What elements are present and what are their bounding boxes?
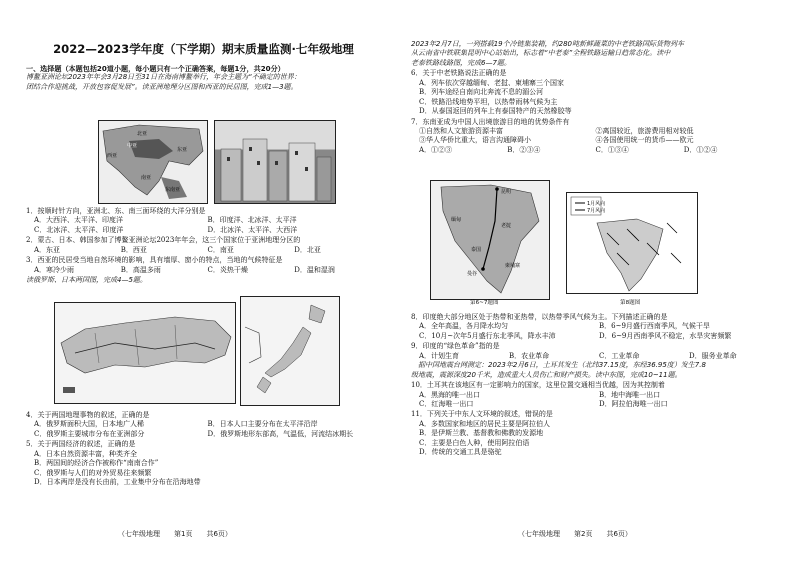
q5-option-a[interactable]: A．日本自然资源丰富，种类齐全 (34, 449, 138, 458)
q6-option-d[interactable]: D．从泰国返回的列车上有泰国特产的天然橡胶等 (419, 107, 572, 116)
q7-option-c[interactable]: C．①③④ (595, 145, 629, 154)
q8-option-c[interactable]: C．10月~次年5月盛行东北季风，降水丰沛 (419, 331, 556, 340)
q2-option-c[interactable]: C．南亚 (207, 245, 234, 254)
map-label-south: 南亚 (141, 175, 152, 181)
q2-option-b[interactable]: B．西亚 (120, 245, 147, 254)
q6-option-a[interactable]: A．列车依次穿越缅甸、老挝、柬埔寨三个国家 (419, 78, 565, 87)
r-intro-line-2: 从云南省中铁联集昆明中心站始出，标志着“中老泰”全程铁路运输日趋常态化。读中 (411, 49, 671, 58)
asia-region-map (98, 120, 208, 204)
question-8-options (411, 322, 779, 341)
q5-option-d[interactable]: D．日本两岸是没有长由前，工业集中分布在沿海地带 (34, 478, 201, 487)
q7-option-a[interactable]: A．①②③ (419, 145, 453, 154)
map-label-southeast: 东南亚 (165, 187, 181, 193)
label-bangkok: 曼谷 (467, 271, 478, 277)
exam-title: 2022—2023学年度（下学期）期末质量监测·七年级地理 (53, 42, 354, 56)
question-6-options (411, 79, 772, 117)
question-1-options (26, 216, 381, 235)
map-label-north: 北亚 (137, 131, 148, 137)
q4-option-d[interactable]: D．俄罗斯地形东部高，气温低，河流结冰期长 (207, 429, 354, 438)
intro-10-11-line-1: 据中国地震台网测定：2023年2月6日，土耳其发生（北纬37.15度，东经36.95度）发生7.8 (411, 361, 706, 370)
r-intro-line-3: 老泰铁路线路图，完成6—7题。 (411, 58, 511, 67)
q2-option-d[interactable]: D．北亚 (294, 245, 321, 254)
japan-map (240, 296, 340, 406)
q7-option-b[interactable]: B．②③④ (507, 145, 541, 154)
left-footer: （七年级地理 第1页 共6页） (118, 529, 232, 538)
q10-option-c[interactable]: C．红海唯一出口 (419, 399, 474, 408)
question-7: 7．东南亚成为中国人出境旅游目的地的优势条件有 (411, 117, 570, 126)
map-label-west: 西亚 (107, 153, 118, 159)
q3-option-d[interactable]: D．温和湿润 (294, 265, 335, 274)
question-5: 5．关于两国经济的叙述，正确的是 (26, 440, 136, 449)
west-asia-dwelling-photo (214, 120, 336, 204)
question-1: 1．按顺时针方向，亚洲北、东、南三面环绕的大洋分别是 (26, 207, 206, 215)
map-label-east: 东亚 (177, 147, 188, 153)
q11-option-d[interactable]: D．传统的交通工具是骆驼 (419, 448, 502, 457)
q11-option-c[interactable]: C．主要是白色人种，使用阿拉伯语 (419, 438, 530, 447)
map-label-central: 中亚 (127, 143, 138, 149)
q7-option-d[interactable]: D．①②④ (683, 145, 718, 154)
q5-option-b[interactable]: B．两国间的经济合作被称作“南南合作” (34, 459, 159, 468)
q3-option-c[interactable]: C．炎热干燥 (207, 265, 248, 274)
legend-jan-wind: 1月风向 (587, 201, 606, 207)
question-2-options (26, 246, 381, 255)
question-7-options (411, 146, 772, 155)
question-7-items (411, 127, 772, 146)
section-heading: 一、选择题（本题包括20道小题，每小题只有一个正确答案，每题1分，共20分） (26, 63, 285, 73)
r-intro-line-1: 2023年2月7日，一列搭载19个冷链集装箱，约280吨新鲜蔬菜的中老铁路国际货物列车 (411, 40, 684, 48)
legend-jul-wind: 7月风向 (587, 208, 606, 214)
q10-option-d[interactable]: D．阿拉伯海唯一出口 (599, 399, 668, 408)
q7-item-1: ①自然和人文旅游资源丰富 (419, 126, 503, 135)
label-kunming: 昆明 (501, 189, 512, 195)
label-laos: 老挝 (501, 223, 512, 229)
intro-4-5: 读俄罗斯、日本两国图，完成4—5题。 (26, 276, 147, 285)
q6-option-b[interactable]: B．列车途经自南向北奔流不息的湄公河 (419, 88, 544, 97)
question-9: 9．印度的“绿色革命”指的是 (411, 342, 500, 351)
q3-option-b[interactable]: B．高温多雨 (120, 265, 161, 274)
monsoon-map-drawing (567, 193, 697, 293)
fig-6-7-caption: 第6~7题图 (470, 300, 499, 306)
q11-option-a[interactable]: A．多数国家和地区的居民主要是阿拉伯人 (419, 419, 551, 428)
q8-option-b[interactable]: B．6~9月盛行西南季风，气候干旱 (599, 322, 710, 331)
q3-option-a[interactable]: A．寒冷少雨 (34, 265, 75, 274)
q8-option-a[interactable]: A．全年高温，各月降水均匀 (419, 322, 509, 331)
russia-map (54, 302, 236, 404)
label-myanmar: 缅甸 (451, 217, 462, 223)
q9-option-a[interactable]: A．计划生育 (419, 351, 460, 360)
q4-option-c[interactable]: C．俄罗斯主要城市分布在亚洲部分 (34, 429, 145, 438)
china-laos-thailand-railway-map (430, 180, 550, 300)
russia-map-drawing (55, 303, 235, 403)
asia-map-drawing (99, 121, 207, 203)
q1-option-c[interactable]: C．北冰洋、太平洋、印度洋 (34, 225, 124, 234)
q10-option-a[interactable]: A．黑海的唯一出口 (419, 390, 481, 399)
intro-line-2: 团结合作迎挑战，开放包容促发展”。读亚洲地理分区图和西亚的民居图，完成1—3题。 (26, 82, 298, 91)
india-monsoon-map (566, 192, 698, 294)
question-3-options (26, 266, 381, 275)
q6-option-c[interactable]: C．铁路沿线地势平坦，以热带雨林气候为主 (419, 97, 558, 106)
railway-map-drawing (431, 181, 549, 299)
q9-option-b[interactable]: B．农业革命 (509, 351, 550, 360)
question-10-options (411, 391, 779, 410)
question-4: 4．关于两国地理事物的叙述，正确的是 (26, 411, 150, 419)
questions-1-3 (26, 206, 381, 286)
intro-line-1: 博鳌亚洲论坛2023年年会3月28日至31日在海南博鳌举行，年会主题为“不确定的世界： (26, 73, 301, 82)
q1-option-d[interactable]: D．北冰洋、太平洋、大西洋 (207, 225, 298, 234)
q8-option-d[interactable]: D．6~9月西南季风不稳定，水旱灾害频繁 (599, 331, 732, 340)
q9-option-c[interactable]: C．工业革命 (599, 351, 640, 360)
label-thailand: 泰国 (471, 247, 482, 253)
label-cambodia: 柬埔寨 (505, 263, 521, 269)
question-6: 6．关于中老铁路说法正确的是 (411, 69, 507, 78)
question-11: 11．下列关于中东人文环境的叙述，错误的是 (411, 410, 553, 419)
question-4-options (26, 420, 381, 439)
question-2: 2．蒙古、日本、韩国参加了博鳌亚洲论坛2023年年会，这三个国家位于亚洲地理分区的 (26, 236, 301, 245)
question-5-options (26, 450, 381, 488)
dwelling-drawing (215, 121, 335, 203)
questions-8-11 (411, 312, 779, 458)
q7-item-2: ②离国较近，旅游费用相对较低 (595, 126, 694, 135)
q4-option-b[interactable]: B．日本人口主要分布在太平洋沿岸 (207, 420, 318, 429)
q1-option-b[interactable]: B．印度洋、北冰洋、太平洋 (207, 216, 297, 225)
question-11-options (411, 420, 779, 458)
q9-option-d[interactable]: D．服务业革命 (689, 351, 737, 360)
q5-option-c[interactable]: C．俄罗斯与人们的对外贸易往来频繁 (34, 468, 152, 477)
question-9-options (411, 352, 779, 361)
question-8: 8．印度绝大部分地区处于热带和亚热带，以热带季风气候为主。下列描述正确的是 (411, 313, 668, 321)
q10-option-b[interactable]: B．地中海唯一出口 (599, 390, 661, 399)
q1-option-a[interactable]: A．大西洋、太平洋、印度洋 (34, 216, 124, 225)
intro-10-11-line-2: 级地震，震源深度20千米，造成重大人员伤亡和财产损失。读中东图，完成10~11题。 (411, 370, 682, 379)
q7-item-3: ③华人华侨比重大，语言沟通障碍小 (419, 136, 531, 145)
questions-4-5 (26, 410, 381, 488)
q2-option-a[interactable]: A．东亚 (34, 245, 61, 254)
q11-option-b[interactable]: B．是伊斯兰教、基督教和佛教的发源地 (419, 429, 544, 438)
fig-8-caption: 第8题图 (620, 300, 641, 306)
q7-item-4: ④各国使用统一的货币——欧元 (595, 136, 694, 145)
right-footer: （七年级地理 第2页 共6页） (518, 529, 632, 538)
question-10: 10．土耳其在该地区有一定影响力的国家，这里位置交通相当优越，因为其控制着 (411, 381, 665, 390)
q4-option-a[interactable]: A．俄罗斯面积大国，日本地广人稀 (34, 420, 145, 429)
japan-map-drawing (241, 297, 339, 405)
question-3: 3．西亚的民居受当地自然环境的影响，具有墙厚、窗小的特点，当地的气候特征是 (26, 256, 283, 265)
